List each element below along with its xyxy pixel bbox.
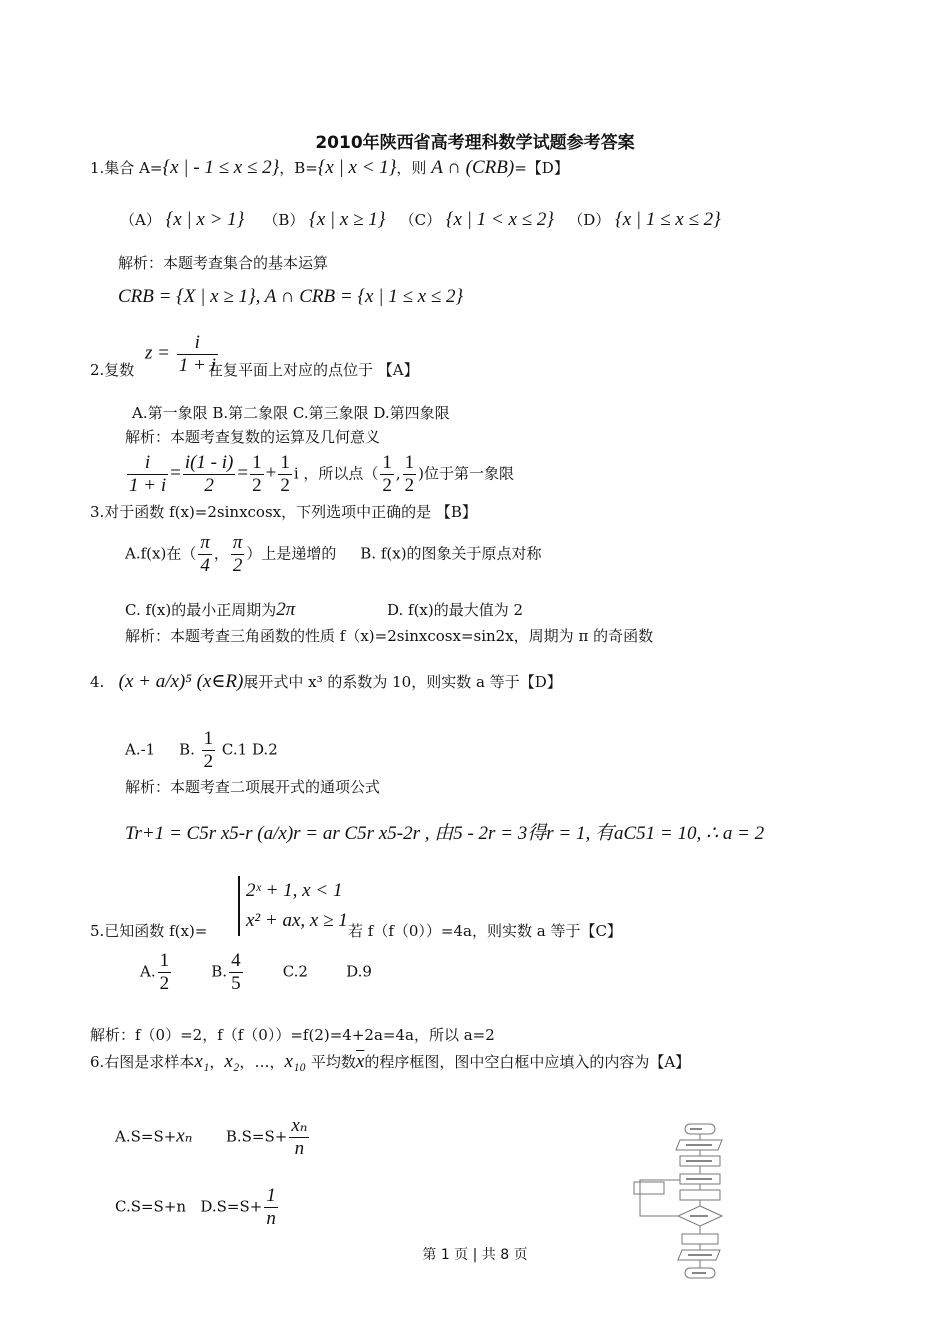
q6-options-ab: A.S=S+xₙ B.S=S+ $\frac{\text{xₙ}}{n}$ bbox=[115, 1115, 308, 1159]
q2-solution: $\frac{i}{1 + i}$ = $\frac{i(1 - i)}{2}$ = $\frac{1}{2}$ + $\frac{1}{2}$ i ，所以点（ $\frac{1}{2}$ , $\frac{1}{2}$ )位于第一象限 bbox=[129, 452, 515, 496]
q6-stem: 6.右图是求样本x₁，x₂，…，x₁₀ 平均数$\overline{x}$的程序框图，图中空白框中应填入的内容为【A】 bbox=[90, 1051, 691, 1072]
q1-stem: 1.集合 A={x | - 1 ≤ x ≤ 2}，B={x | x < 1}，则 A ∩ (CRB)=【D】 bbox=[90, 157, 569, 178]
page-footer: 第 1 页 | 共 8 页 bbox=[422, 1247, 528, 1263]
q5-piecewise bbox=[238, 876, 348, 936]
q3-option-d: D. f(x)的最大值为 2 bbox=[387, 601, 524, 619]
q5-stem: 若 f（f（0））=4a，则实数 a 等于【C】 bbox=[348, 922, 622, 940]
q1-options bbox=[120, 210, 721, 230]
q1-solution: CRB = {X | x ≥ 1}, A ∩ CRB = {x | 1 ≤ x ≤ 2} bbox=[118, 286, 464, 307]
q5-case-2: x² + ax, x ≥ 1 bbox=[246, 910, 348, 931]
q2-stem: 在复平面上对应的点位于 【A】 bbox=[208, 361, 419, 379]
program-flowchart-figure bbox=[630, 1122, 730, 1290]
page-title: 2010年陕西省高考理科数学试题参考答案 bbox=[315, 133, 635, 153]
q5-options: A. $\frac{1}{2}$ B. $\frac{4}{5}$ C.2 D.9 bbox=[140, 950, 372, 994]
q3-analysis: 解析：本题考查三角函数的性质 f（x)=2sinxcosx=sin2x，周期为 π 的奇函数 bbox=[125, 627, 654, 645]
q3-option-c: C. f(x)的最小正周期为2π bbox=[125, 599, 296, 620]
q2-options: A.第一象限 B.第二象限 C.第三象限 D.第四象限 bbox=[132, 404, 450, 422]
q1-analysis: 解析：本题考查集合的基本运算 bbox=[118, 254, 329, 272]
q5-case-1: 2ˣ + 1, x < 1 bbox=[246, 880, 343, 901]
q6-options-cd: C.S=S+n D.S=S+ $\frac{1}{n}$ bbox=[115, 1185, 276, 1229]
q2-analysis: 解析：本题考查复数的运算及几何意义 bbox=[125, 428, 381, 446]
q2-z-formula: z = $\frac{i}{1 + i}$ bbox=[145, 332, 216, 376]
q5-prefix: 5.已知函数 f(x)= bbox=[90, 922, 208, 940]
q1-opt-a: （A） {x | x > 1} bbox=[120, 209, 245, 230]
q3-option-a: A.f(x)在（ $\frac{\pi}{4}$ ， $\frac{\pi}{2}$ ）上是递增的 B. f(x)的图象关于原点对称 bbox=[125, 532, 542, 576]
q2-prefix: 2.复数 bbox=[90, 361, 135, 379]
q4-stem: 4. (x + a/x)⁵ (x∈R)展开式中 x³ 的系数为 10，则实数 a 等于【D】 bbox=[90, 671, 562, 692]
q4-analysis: 解析：本题考查二项展开式的通项公式 bbox=[125, 778, 381, 796]
q4-solution: Tr+1 = C5r x5-r (a/x)r = ar C5r x5-2r , 由5 - 2r = 3得r = 1, 有aC51 = 10, ∴ a = 2 bbox=[125, 823, 765, 844]
q1-opt-d: （D） {x | 1 ≤ x ≤ 2} bbox=[568, 209, 721, 230]
q5-analysis: 解析：f（0）=2，f（f（0））=f(2)=4+2a=4a，所以 a=2 bbox=[90, 1026, 495, 1044]
q3-stem: 3.对于函数 f(x)=2sinxcosx，下列选项中正确的是 【B】 bbox=[90, 503, 477, 521]
q1-opt-c: （C） {x | 1 < x ≤ 2} bbox=[399, 209, 554, 230]
q1-opt-b: （B） {x | x ≥ 1} bbox=[263, 209, 386, 230]
q4-options: A.-1 B. $\frac{1}{2}$ C.1 D.2 bbox=[125, 728, 278, 772]
